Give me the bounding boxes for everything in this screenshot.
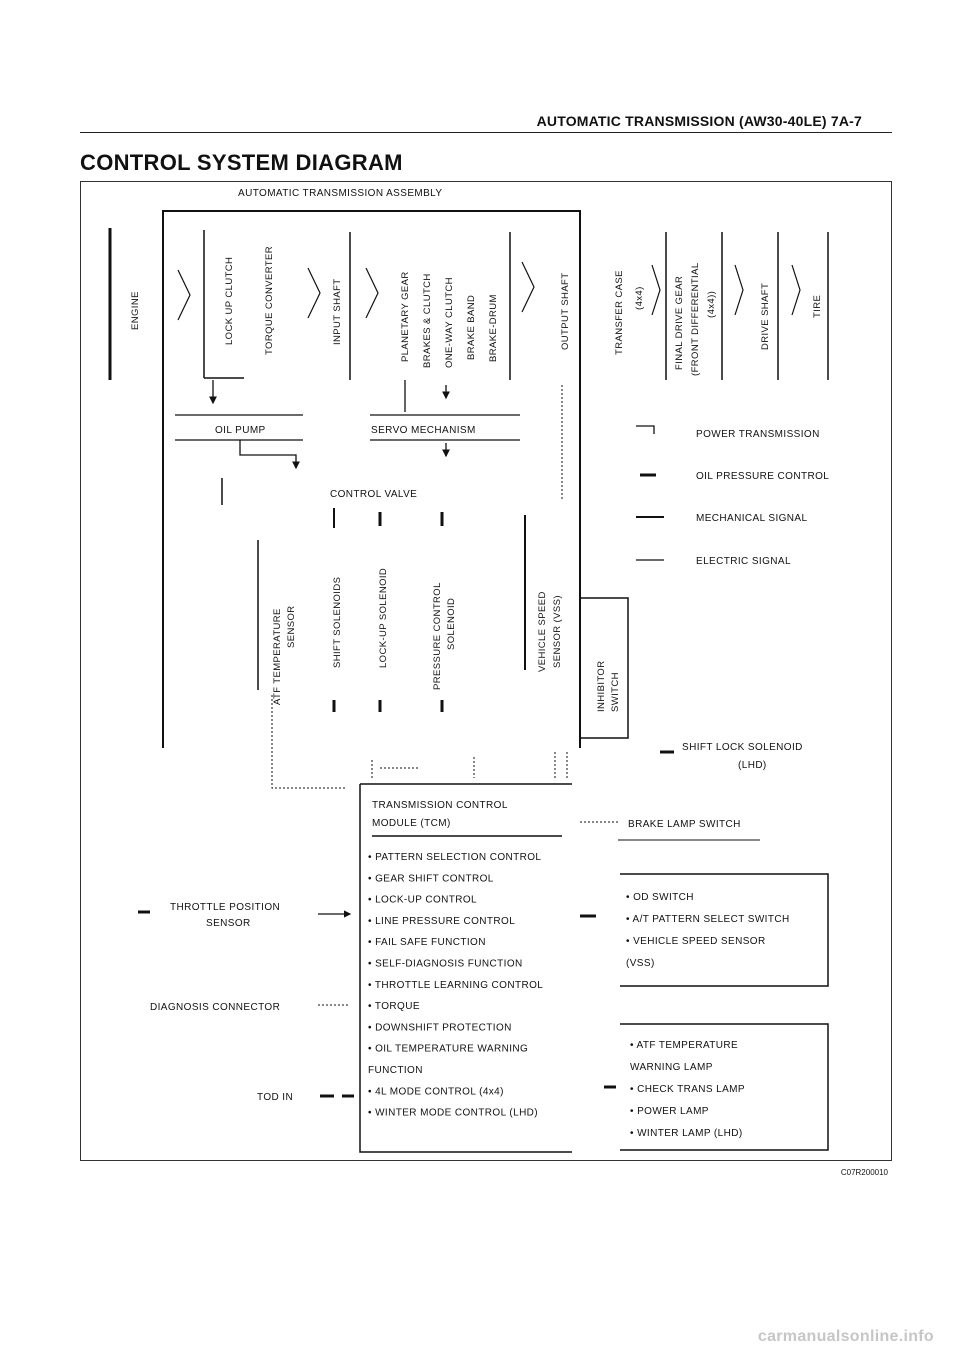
- tcm-function-2: • GEAR SHIFT CONTROL: [368, 873, 494, 885]
- shift-lock-label-1: SHIFT LOCK SOLENOID: [682, 742, 803, 753]
- inhibitor-label-1: INHIBITOR: [596, 660, 607, 712]
- tcm-functions: [368, 852, 543, 1119]
- gear-unit-label-3: ONE-WAY CLUTCH: [444, 277, 455, 368]
- legend-electric: ELECTRIC SIGNAL: [696, 556, 791, 567]
- tcm-title-2: MODULE (TCM): [372, 818, 451, 829]
- switch-inputs: [626, 892, 790, 969]
- diagnosis-connector-label: DIAGNOSIS CONNECTOR: [150, 1002, 281, 1013]
- gear-unit-label-1: PLANETARY GEAR: [400, 271, 411, 362]
- switch-input-1: • OD SWITCH: [626, 892, 694, 903]
- tod-label: TOD IN: [257, 1092, 294, 1103]
- throttle-label-1: THROTTLE POSITION: [170, 902, 281, 913]
- shift-solenoids-label: SHIFT SOLENOIDS: [332, 576, 343, 668]
- transfer-case-sublabel: (4x4): [634, 286, 645, 310]
- final-drive-label-3: (4x4)): [706, 290, 717, 318]
- tcm-function-3: • LOCK-UP CONTROL: [368, 894, 478, 906]
- oil-pump-label: OIL PUMP: [215, 425, 266, 436]
- tcm-function-7: • THROTTLE LEARNING CONTROL: [368, 979, 544, 991]
- tcm-title-1: TRANSMISSION CONTROL: [372, 800, 508, 811]
- lamp-3: • CHECK TRANS LAMP: [630, 1084, 745, 1095]
- shift-lock-label-2: (LHD): [738, 760, 767, 771]
- pressure-solenoid-label-1: PRESSURE CONTROL: [432, 582, 443, 690]
- tcm-signal-links: [272, 695, 567, 788]
- page-header: AUTOMATIC TRANSMISSION (AW30-40LE) 7A-7: [536, 113, 862, 129]
- lamp-2: WARNING LAMP: [630, 1062, 713, 1073]
- tcm-function-8: • TORQUE: [368, 1001, 420, 1013]
- atf-sensor-label-1: ATF TEMPERATURE: [272, 608, 283, 705]
- vss-label-1: VEHICLE SPEED: [537, 591, 548, 672]
- lamp-1: • ATF TEMPERATURE: [630, 1040, 739, 1051]
- torque-converter-label: TORQUE CONVERTER: [264, 246, 275, 355]
- final-drive-label-1: FINAL DRIVE GEAR: [674, 275, 685, 370]
- lamp-5: • WINTER LAMP (LHD): [630, 1128, 743, 1139]
- legend-mechanical: MECHANICAL SIGNAL: [696, 513, 808, 524]
- transfer-case-label: TRANSFER CASE: [614, 270, 625, 355]
- brake-lamp-switch-label: BRAKE LAMP SWITCH: [628, 819, 741, 830]
- drive-shaft-label: DRIVE SHAFT: [760, 282, 771, 350]
- tcm-function-1: • PATTERN SELECTION CONTROL: [368, 852, 542, 863]
- tcm-function-9: • DOWNSHIFT PROTECTION: [368, 1022, 512, 1034]
- switch-input-2: • A/T PATTERN SELECT SWITCH: [626, 914, 790, 925]
- lamp-4: • POWER LAMP: [630, 1106, 709, 1117]
- oil-pump-box: [175, 380, 303, 468]
- tcm-function-10: • OIL TEMPERATURE WARNING: [368, 1043, 529, 1055]
- tcm-function-6: • SELF-DIAGNOSIS FUNCTION: [368, 958, 523, 970]
- inhibitor-label-2: SWITCH: [610, 672, 621, 712]
- lock-up-clutch-label: LOCK UP CLUTCH: [224, 256, 235, 345]
- engine-label: ENGINE: [130, 291, 141, 330]
- tcm-function-13: • WINTER MODE CONTROL (LHD): [368, 1107, 539, 1119]
- throttle-label-2: SENSOR: [206, 918, 251, 929]
- servo-mechanism-label: SERVO MECHANISM: [371, 425, 476, 436]
- gear-unit-label-4: BRAKE BAND: [466, 294, 477, 360]
- tire-label: TIRE: [812, 294, 823, 318]
- pressure-solenoid-label-2: SOLENOID: [446, 597, 457, 650]
- control-valve-label: CONTROL VALVE: [330, 489, 418, 500]
- atf-sensor-label-2: SENSOR: [286, 605, 297, 648]
- footer-watermark: carmanualsonline.info: [757, 1328, 934, 1345]
- gear-unit-label-2: BRAKES & CLUTCH: [422, 273, 433, 368]
- servo-mechanism-box: [370, 380, 520, 456]
- tcm-function-5: • FAIL SAFE FUNCTION: [368, 937, 486, 949]
- tcm-function-12: • 4L MODE CONTROL (4x4): [368, 1086, 504, 1098]
- output-shaft-label: OUTPUT SHAFT: [560, 272, 571, 350]
- switch-inputs-box: [620, 874, 828, 986]
- tcm-function-11: FUNCTION: [368, 1065, 423, 1076]
- tcm-function-4: • LINE PRESSURE CONTROL: [368, 915, 516, 927]
- switch-input-3: • VEHICLE SPEED SENSOR: [626, 936, 766, 947]
- legend-oil-pressure: OIL PRESSURE CONTROL: [696, 471, 830, 482]
- lock-up-solenoid-label: LOCK-UP SOLENOID: [378, 567, 389, 668]
- vss-label-2: SENSOR (VSS): [552, 595, 563, 668]
- legend-power: POWER TRANSMISSION: [696, 429, 820, 440]
- warning-lamps: [630, 1040, 745, 1139]
- assembly-label: AUTOMATIC TRANSMISSION ASSEMBLY: [238, 188, 443, 199]
- figure-code: C07R200010: [840, 1168, 888, 1177]
- page-title: CONTROL SYSTEM DIAGRAM: [80, 150, 403, 175]
- switch-input-4: (VSS): [626, 958, 655, 969]
- final-drive-label-2: (FRONT DIFFERENTIAL: [690, 262, 701, 376]
- legend: [636, 426, 664, 560]
- gear-unit-label-5: BRAKE-DRUM: [488, 294, 499, 362]
- input-shaft-label: INPUT SHAFT: [332, 278, 343, 345]
